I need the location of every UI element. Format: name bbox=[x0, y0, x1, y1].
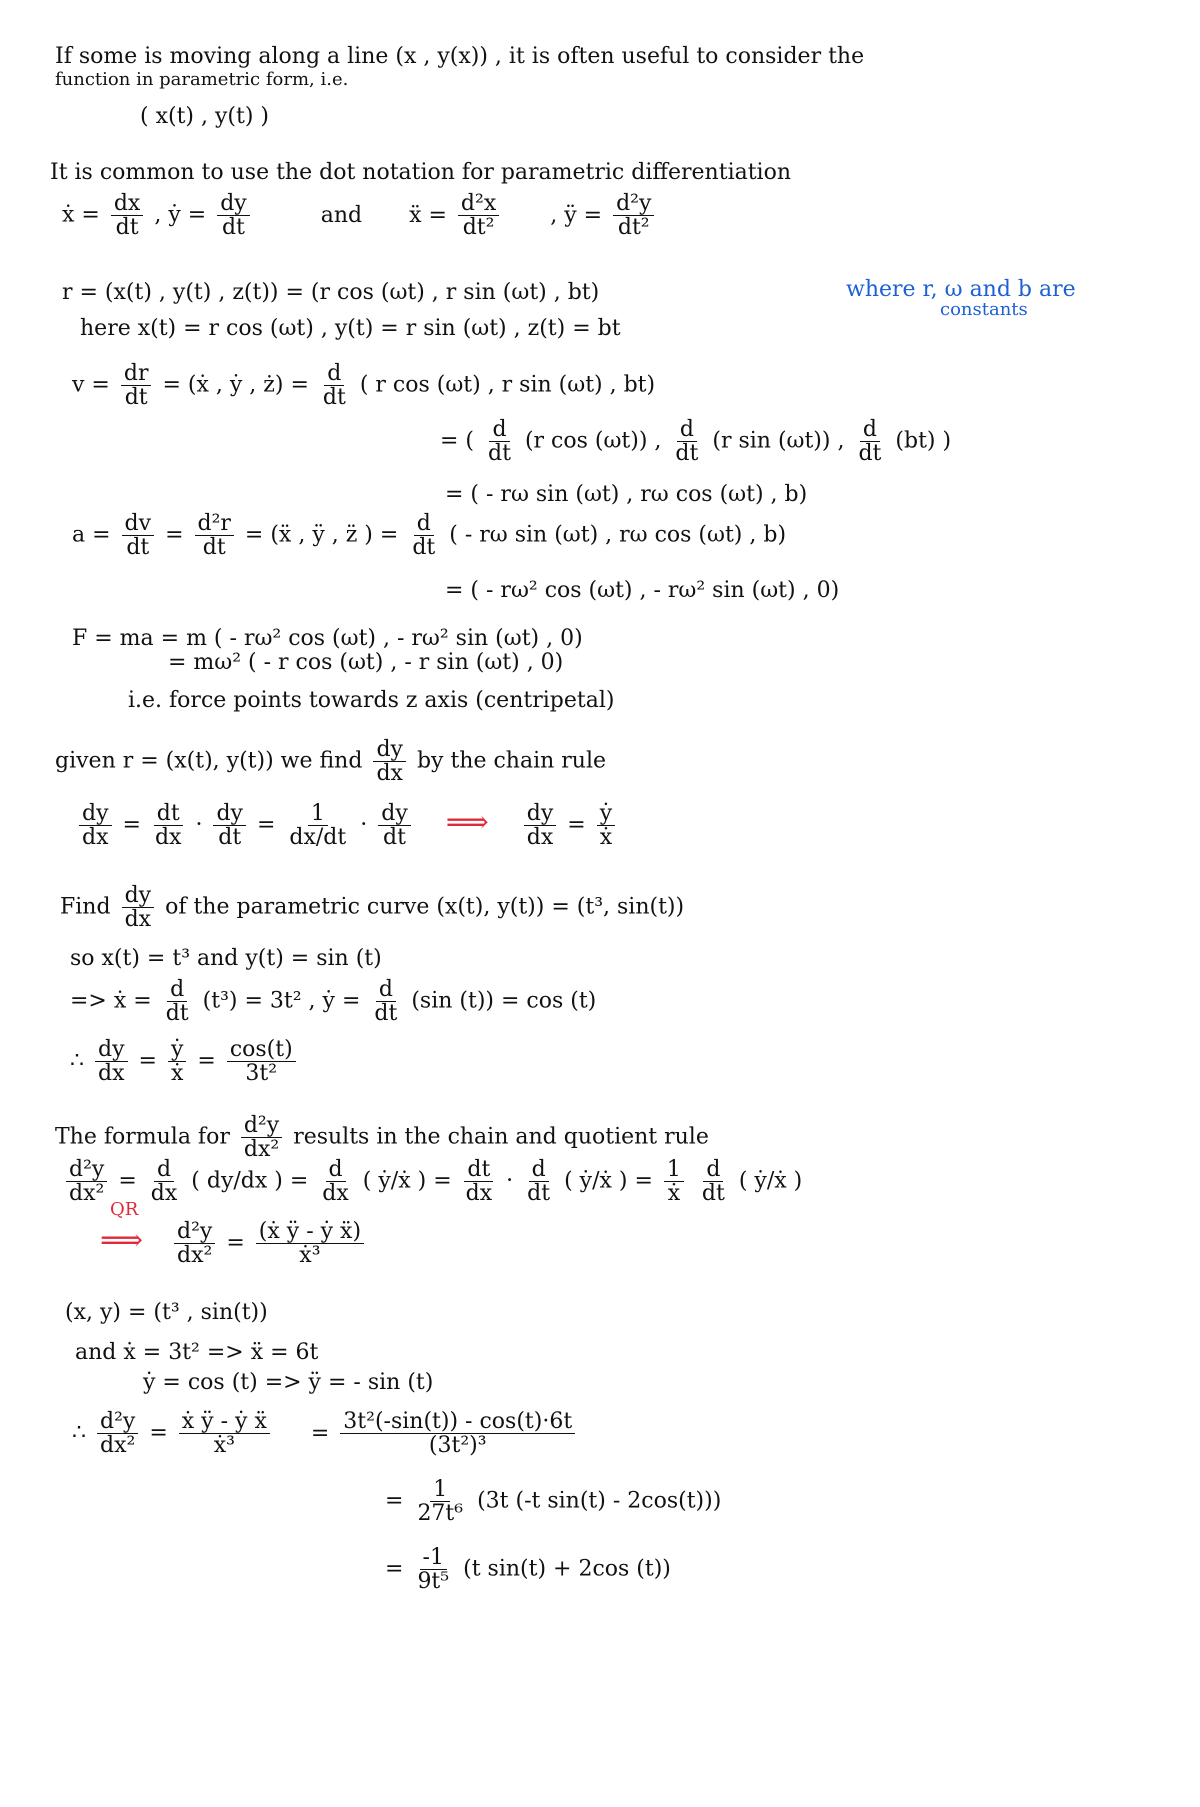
acceleration-line-2: = ( - rω² cos (ωt) , - rω² sin (ωt) , 0) bbox=[445, 578, 840, 603]
xdot-label: ẋ = bbox=[62, 202, 100, 228]
second-derivative-chain: $\frac{\text{d²y}}{\text{dx²}}$ = $\frac{d}{dx}$ ( dy/dx ) = $\frac{d}{dx}$ ( ẏ/ẋ ) = $\frac{dt}{dx}$ · $\frac{d}{dt}$ ( ẏ/ẋ ) = $\frac{1}{\text{ẋ}}$ $\frac{d}{dt}$ ( ẏ/ẋ ) bbox=[62, 1158, 802, 1205]
intro-line-2: function in parametric form, i.e. bbox=[55, 69, 349, 90]
dot-notation-heading: It is common to use the dot notation for parametric differentiation bbox=[50, 160, 792, 185]
example2-y-derivatives: ẏ = cos (t) => ÿ = - sin (t) bbox=[143, 1370, 434, 1395]
example1-derivatives: => ẋ = $\frac{d}{dt}$ (t³) = 3t² , ẏ = $\frac{d}{dt}$ (sin (t)) = cos (t) bbox=[70, 977, 597, 1027]
second-derivative-intro: The formula for $\frac{\text{d²y}}{\text{dx²}}$ results in the chain and quotient rule bbox=[55, 1113, 709, 1163]
ydot-fraction: $\frac{dy}{dt}$ bbox=[217, 192, 250, 239]
example2-x-derivatives: and ẋ = 3t² => ẍ = 6t bbox=[75, 1340, 319, 1365]
helix-note-2: constants bbox=[940, 299, 1028, 320]
example2-result-3: = $\frac{-1}{\text{9t⁵}}$ (t sin(t) + 2cos (t)) bbox=[385, 1545, 671, 1595]
example1-question: Find $\frac{dy}{dx}$ of the parametric curve (x(t), y(t)) = (t³, sin(t)) bbox=[60, 883, 685, 933]
chain-rule-intro: given r = (x(t), y(t)) we find $\frac{dy}{dx}$ by the chain rule bbox=[55, 737, 607, 787]
dot-notation-definitions bbox=[62, 192, 658, 239]
yddot-label: , ÿ = bbox=[550, 202, 603, 228]
force-line-3: i.e. force points towards z axis (centripetal) bbox=[128, 688, 615, 713]
velocity-line-2: = ( $\frac{d}{dt}$ (r cos (ωt)) , $\frac{d}{dt}$ (r sin (ωt)) , $\frac{d}{dt}$ (bt) ) bbox=[440, 417, 952, 467]
example2-curve: (x, y) = (t³ , sin(t)) bbox=[65, 1300, 268, 1325]
velocity-line-3: = ( - rω sin (ωt) , rω cos (ωt) , b) bbox=[445, 482, 808, 507]
velocity-line-1: v = $\frac{dr}{dt}$ = (ẋ , ẏ , ż) = $\frac{d}{dt}$ ( r cos (ωt) , r sin (ωt) , bt) bbox=[72, 361, 656, 411]
force-line-1: F = ma = m ( - rω² cos (ωt) , - rω² sin (ωt) , 0) bbox=[72, 626, 583, 651]
helix-position: r = (x(t) , y(t) , z(t)) = (r cos (ωt) , r sin (ωt) , bt) bbox=[62, 280, 600, 305]
and-word: and bbox=[320, 202, 363, 228]
acceleration-line-1: a = $\frac{dv}{dt}$ = $\frac{\text{d²r}}{dt}$ = (ẍ , ÿ , z̈ ) = $\frac{d}{dt}$ ( - rω sin (ωt) , rω cos (ωt) , b) bbox=[72, 511, 787, 561]
force-line-2: = mω² ( - r cos (ωt) , - r sin (ωt) , 0) bbox=[168, 650, 564, 675]
example2-result-1: ∴ $\frac{\text{d²y}}{\text{dx²}}$ = $\frac{\text{ẋ ÿ - ẏ ẍ}}{\text{ẋ³}}$ = $\frac{\text{3t²(-sin(t)) - cos(t)·6t}}{\text{(3t²)³}}$ bbox=[72, 1410, 579, 1457]
example1-components: so x(t) = t³ and y(t) = sin (t) bbox=[70, 946, 382, 971]
xddot-fraction: $\frac{\text{d²x}}{\text{dt²}}$ bbox=[458, 192, 499, 239]
second-derivative-formula: ⟹ $\frac{\text{d²y}}{\text{dx²}}$ = $\frac{\text{(ẋ ÿ - ẏ ẍ)}}{\text{ẋ³}}$ bbox=[100, 1220, 368, 1267]
chain-rule-derivation: $\frac{dy}{dx}$ = $\frac{dt}{dx}$ · $\frac{dy}{dt}$ = $\frac{1}{dx/dt}$ · $\frac{dy}{dt}$ ⟹ $\frac{dy}{dx}$ = $\frac{\text{ẏ}}{\text{ẋ}}$ bbox=[75, 802, 619, 849]
example1-result: ∴ $\frac{dy}{dx}$ = $\frac{\text{ẏ}}{\text{ẋ}}$ = $\frac{\cos(t)}{\text{3t²}}$ bbox=[70, 1038, 300, 1085]
implies-arrow: ⟹ bbox=[445, 804, 489, 840]
xddot-label: ẍ = bbox=[409, 202, 447, 228]
quotient-rule-label: QR bbox=[110, 1199, 139, 1220]
implies-arrow-2: ⟹ bbox=[100, 1222, 144, 1258]
intro-line-1: If some is moving along a line (x , y(x)) , it is often useful to consider the bbox=[55, 44, 865, 69]
ydot-label: , ẏ = bbox=[154, 202, 207, 228]
helix-note-1: where r, ω and b are bbox=[846, 277, 1076, 302]
xdot-fraction: $\frac{dx}{dt}$ bbox=[111, 192, 144, 239]
yddot-fraction: $\frac{\text{d²y}}{\text{dt²}}$ bbox=[613, 192, 654, 239]
example2-result-2: = $\frac{1}{\text{27t⁶}}$ (3t (-t sin(t) - 2cos(t))) bbox=[385, 1477, 722, 1527]
helix-components: here x(t) = r cos (ωt) , y(t) = r sin (ωt) , z(t) = bt bbox=[80, 316, 621, 341]
intro-line-3: ( x(t) , y(t) ) bbox=[140, 104, 269, 129]
